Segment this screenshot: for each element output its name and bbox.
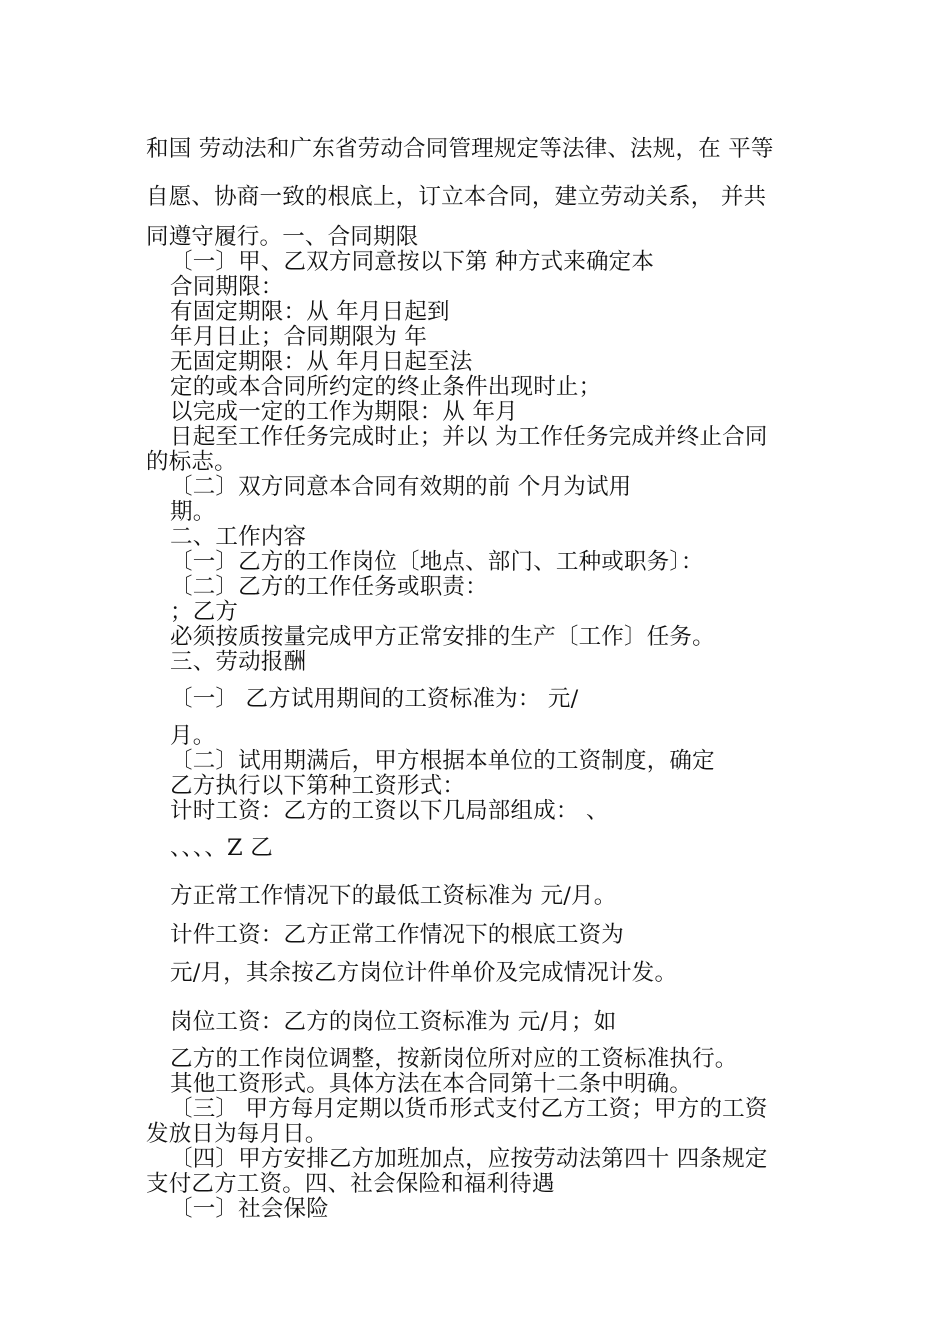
text-line: 日起至工作任务完成时止；并以 为工作任务完成并终止合同 — [170, 424, 768, 450]
text-line: 合同期限： — [170, 274, 284, 300]
text-line: 的标志。 — [146, 449, 237, 475]
text-line: 〔二〕试用期满后，甲方根据本单位的工资制度，确定 — [170, 748, 715, 774]
text-line: 〔三〕 甲方每月定期以货币形式支付乙方工资；甲方的工资 — [170, 1096, 768, 1122]
text-line: 支付乙方工资。四、社会保险和福利待遇 — [146, 1171, 555, 1197]
text-line: 〔一〕社会保险 — [170, 1196, 329, 1222]
text-line: 〔一〕乙方的工作岗位〔地点、部门、工种或职务〕： — [170, 549, 704, 575]
text-line: 有固定期限：从 年月日起到 — [170, 299, 450, 325]
text-line: 自愿、协商一致的根底上，订立本合同，建立劳动关系， 并共 — [146, 184, 767, 210]
text-line: 〔一〕甲、乙双方同意按以下第 种方式来确定本 — [170, 249, 655, 275]
text-line: 〔二〕双方同意本合同有效期的前 个月为试用 — [170, 474, 632, 500]
text-line: 无固定期限：从 年月日起至法 — [170, 349, 473, 375]
text-line: 方正常工作情况下的最低工资标准为 元/月。 — [170, 883, 617, 909]
text-line: 和国 劳动法和广东省劳动合同管理规定等法律、法规，在 平等 — [146, 136, 774, 162]
text-line: 其他工资形式。具体方法在本合同第十二条中明确。 — [170, 1071, 693, 1097]
text-line: 三、劳动报酬 — [170, 649, 307, 675]
text-line: 以完成一定的工作为期限：从 年月 — [170, 399, 518, 425]
text-line: 发放日为每月日。 — [146, 1121, 328, 1147]
text-line: 计件工资：乙方正常工作情况下的根底工资为 — [170, 922, 625, 948]
text-line: 乙方的工作岗位调整，按新岗位所对应的工资标准执行。 — [170, 1046, 738, 1072]
text-line: 〔四〕甲方安排乙方加班加点，应按劳动法第四十 四条规定 — [170, 1146, 768, 1172]
text-line: 期。 — [170, 499, 216, 525]
text-line: 年月日止；合同期限为 年 — [170, 324, 428, 350]
text-line: 、、、、Z 乙 — [170, 835, 273, 861]
text-line: 同遵守履行。一、合同期限 — [146, 224, 419, 250]
text-line: 乙方执行以下第种工资形式： — [170, 773, 466, 799]
text-line: 〔一〕 乙方试用期间的工资标准为： 元/ — [170, 686, 579, 712]
text-line: 岗位工资：乙方的岗位工资标准为 元/月；如 — [170, 1009, 617, 1035]
text-line: ；乙方 — [170, 599, 239, 625]
text-line: 定的或本合同所约定的终止条件出现时止； — [170, 374, 602, 400]
text-line: 计时工资：乙方的工资以下几局部组成： 、 — [170, 798, 609, 824]
text-line: 必须按质按量完成甲方正常安排的生产〔工作〕任务。 — [170, 624, 715, 650]
text-line: 二、工作内容 — [170, 524, 307, 550]
text-line: 元/月，其余按乙方岗位计件单价及完成情况计发。 — [170, 960, 678, 986]
text-line: 〔二〕乙方的工作任务或职责： — [170, 574, 488, 600]
text-line: 月。 — [170, 723, 216, 749]
